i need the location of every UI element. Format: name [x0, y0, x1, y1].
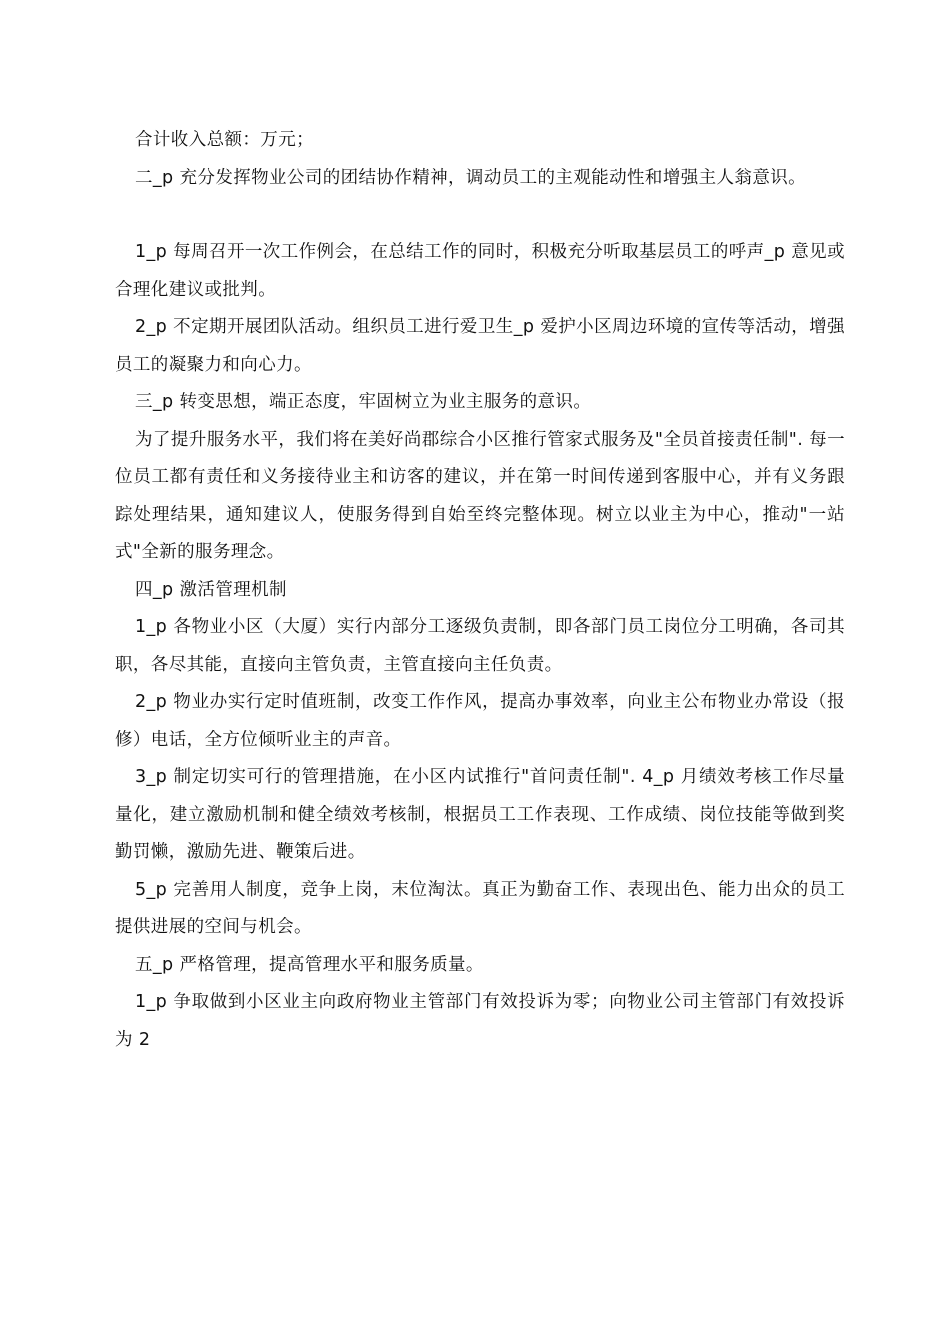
paragraph-team-activities: 2_p 不定期开展团队活动。组织员工进行爱卫生_p 爱护小区周边环境的宣传等活动，增强员工的凝聚力和向心力。 — [115, 317, 845, 375]
section-heading-strict-management: 五_p 严格管理，提高管理水平和服务质量。 — [135, 954, 484, 975]
paragraph-income-total: 合计收入总额：万元； — [135, 130, 314, 150]
paragraph-duty-shift: 2_p 物业办实行定时值班制，改变工作作风，提高办事效率，向业主公布物业办常设（报修）电话，全方位倾听业主的声音。 — [115, 692, 845, 750]
section-heading-mindset: 三_p 转变思想，端正态度，牢固树立为业主服务的意识。 — [135, 392, 592, 412]
document-body — [115, 122, 845, 1059]
paragraph-service-level: 为了提升服务水平，我们将在美好尚郡综合小区推行管家式服务及"全员首接责任制". 每一位员工都有责任和义务接待业主和访客的建议，并在第一时间传递到客服中心，并有义务跟踪处理结果，通知建议人，使服务得到自始至终完整体现。树立以业主为中心，推动"一站式"全新的服务理念。 — [115, 429, 845, 562]
paragraph-complaint-target: 1_p 争取做到小区业主向政府物业主管部门有效投诉为零；向物业公司主管部门有效投诉为 2 — [115, 992, 845, 1050]
paragraph-responsibility-system: 1_p 各物业小区（大厦）实行内部分工逐级负责制，即各部门员工岗位分工明确，各司其职，各尽其能，直接向主管负责，主管直接向主任负责。 — [115, 617, 845, 675]
section-heading-management-mechanism: 四_p 激活管理机制 — [135, 579, 287, 600]
section-heading-teamwork: 二_p 充分发挥物业公司的团结协作精神，调动员工的主观能动性和增强主人翁意识。 — [135, 167, 807, 188]
paragraph-management-measures: 3_p 制定切实可行的管理措施，在小区内试推行"首问责任制". 4_p 月绩效考核工作尽量量化，建立激励机制和健全绩效考核制，根据员工工作表现、工作成绩、岗位技能等做到奖勤罚懒，激励先进、鞭策后进。 — [115, 767, 845, 862]
paragraph-weekly-meeting: 1_p 每周召开一次工作例会，在总结工作的同时，积极充分听取基层员工的呼声_p 意见或合理化建议或批判。 — [115, 242, 845, 300]
paragraph-staffing-system: 5_p 完善用人制度，竞争上岗，末位淘汰。真正为勤奋工作、表现出色、能力出众的员工提供进展的空间与机会。 — [115, 879, 845, 937]
